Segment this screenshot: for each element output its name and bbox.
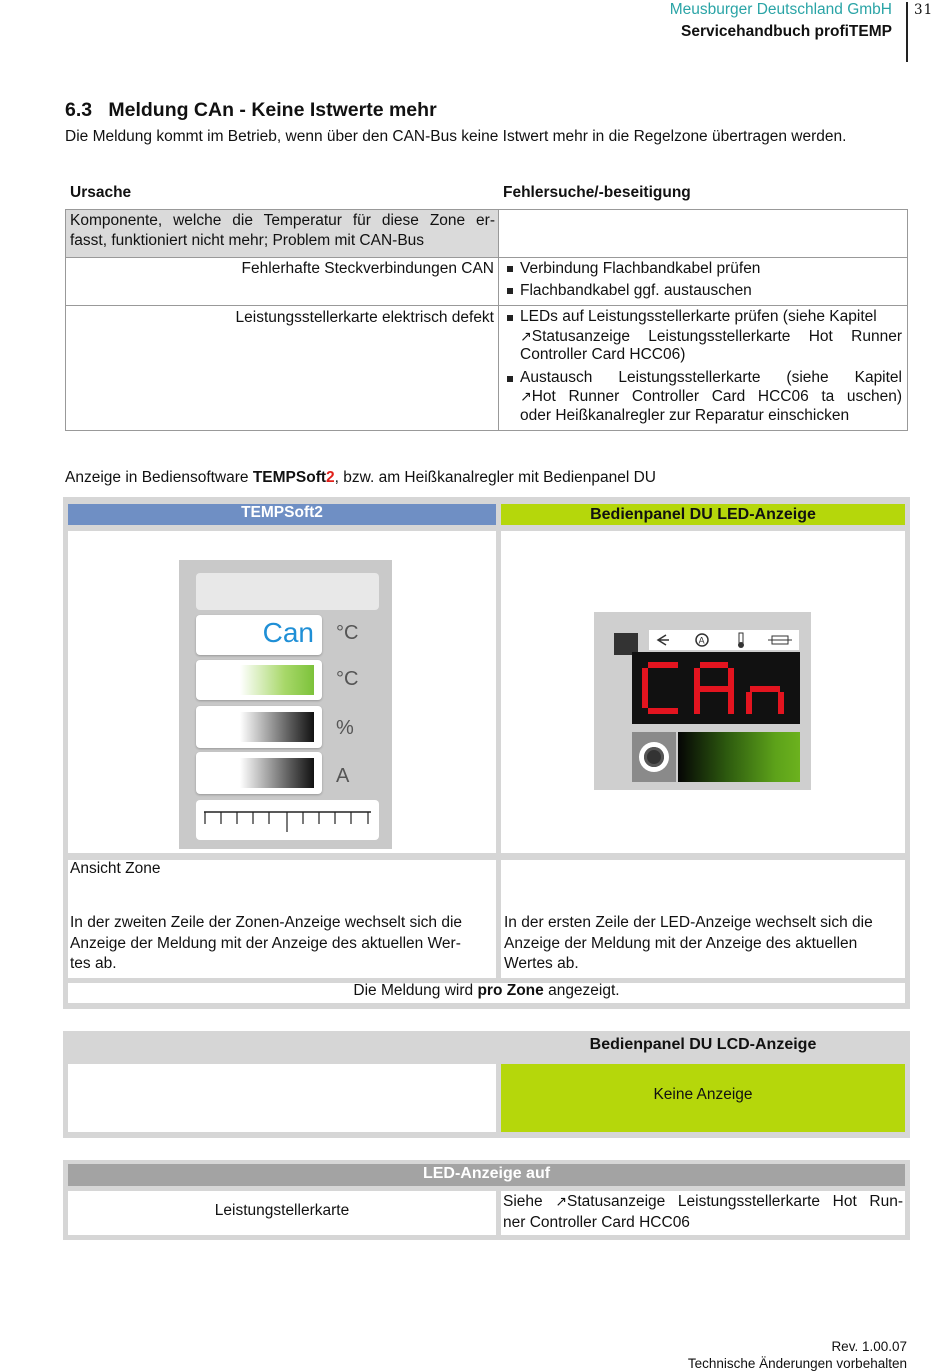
fix-item: Flachbandkabel ggf. austauschen (504, 281, 902, 301)
led-display (632, 652, 800, 724)
component-line-2: fasst, funktioniert nicht mehr; Problem mit CAN-Bus (70, 232, 425, 249)
percent-row (196, 706, 322, 748)
lcd-value: Keine Anzeige (501, 1064, 905, 1132)
unit-label: % (336, 717, 354, 739)
svg-text:A: A (698, 636, 705, 647)
company-name: Meusburger Deutschland GmbH (669, 1, 892, 18)
cause-cell: Leistungsstellerkarte elektrisch defekt (235, 309, 494, 326)
table-divider (498, 210, 499, 430)
fix-text: LEDs auf Leistungsstellerkarte prüfen (siehe Kapitel (520, 308, 877, 325)
led-header: Bedienpanel DU LED-Anzeige (501, 504, 905, 525)
fix-link[interactable]: ↗Hot Runner Controller Card HCC06 ta uschen) (520, 388, 902, 405)
value-row (196, 615, 322, 655)
unit-label: °C (336, 668, 359, 690)
left-desc-cell (68, 860, 496, 978)
led-info-link[interactable]: Siehe ↗Statusanzeige Leistungsstellerkarte Hot Run- ner Controller Card HCC06 (503, 1193, 904, 1231)
link-arrow-icon: ↗ (555, 1193, 568, 1209)
led-bar (678, 732, 800, 782)
button-ring (639, 742, 669, 772)
led-info-right (501, 1191, 905, 1235)
page-number: 31 (914, 2, 934, 18)
power-button[interactable] (632, 732, 676, 782)
tempsoft-header: TEMPSoft2 (68, 504, 496, 525)
led-info-box (63, 1160, 910, 1240)
right-desc-cell (501, 860, 905, 978)
unit-label: °C (336, 622, 359, 644)
component-cell (66, 210, 498, 257)
manual-title: Servicehandbuch profiTEMP (680, 23, 892, 40)
link-arrow-icon: ↗ (520, 327, 532, 344)
lcd-box (63, 1031, 910, 1138)
green-bar (240, 665, 314, 695)
row-line (66, 257, 907, 258)
component-line-1: Komponente, welche die Temperatur für diese Zone er- (70, 212, 495, 229)
lcd-empty-cell (68, 1064, 496, 1132)
fix-link[interactable]: ↗Statusanzeige Leistungsstellerkarte Hot Runner (520, 327, 902, 345)
fix-item: Verbindung Flachbandkabel prüfen (504, 259, 902, 279)
fix-item (504, 369, 902, 426)
panel-icons (649, 630, 799, 650)
button-dot (644, 747, 664, 767)
zone-title-bar (196, 573, 379, 610)
tempsoft-zone-panel (179, 560, 392, 849)
led-info-label: Leistungstellerkarte (214, 1202, 350, 1219)
footer-note: Technische Änderungen vorbehalten (687, 1356, 907, 1371)
header-divider (906, 2, 908, 62)
fix-cell (504, 259, 902, 301)
cause-cell: Fehlerhafte Steckverbindungen CAN (241, 260, 494, 277)
scale-bar (196, 800, 379, 840)
fix-cell (504, 308, 902, 425)
setpoint-row (196, 660, 322, 700)
ampere-row (196, 752, 322, 794)
led-info-header: LED-Anzeige auf (68, 1164, 905, 1186)
fix-text: Controller Card HCC06) (520, 346, 686, 363)
led-cell (501, 531, 905, 853)
section-title: 6.3 Meldung CAn - Keine Istwerte mehr (65, 99, 437, 121)
zone-label: Ansicht Zone (70, 860, 161, 877)
revision: Rev. 1.00.07 (831, 1339, 907, 1354)
cause-table (65, 209, 908, 431)
section-intro: Die Meldung kommt im Betrieb, wenn über den CAN-Bus keine Istwert mehr in die Regelzone übertragen werden. (65, 128, 847, 145)
led-info-left (68, 1191, 496, 1235)
scale-ruler (196, 800, 379, 840)
tempsoft-cell (68, 531, 496, 853)
link-arrow-icon: ↗ (520, 388, 532, 404)
led-icon-bar (649, 630, 799, 650)
led-panel (594, 612, 811, 790)
fix-text: Austausch Leistungsstellerkarte (siehe Kapitel (520, 368, 902, 386)
display-box (63, 497, 910, 1009)
unit-label: A (336, 765, 350, 787)
left-description: In der zweiten Zeile der Zonen-Anzeige wechselt sich die Anzeige der Meldung mit der Anzeige des aktuellen Wer- tes ab. (70, 914, 463, 972)
row-line (66, 305, 907, 306)
col-header-cause: Ursache (70, 184, 132, 201)
right-description: In der ersten Zeile der LED-Anzeige wechselt sich die Anzeige der Meldung mit der Anzeige des aktuellen Wertes ab. (504, 914, 873, 972)
per-zone-note: Die Meldung wird pro Zone angezeigt. (68, 983, 905, 1003)
fix-item (504, 308, 902, 365)
can-value: Can (262, 617, 314, 648)
lcd-header: Bedienpanel DU LCD-Anzeige (589, 1036, 817, 1053)
led-segments (632, 652, 800, 724)
dark-bar (240, 758, 314, 788)
display-intro: Anzeige in Bediensoftware TEMPSoft2, bzw. am Heißkanalregler mit Bedienpanel DU (65, 469, 656, 486)
col-header-fix: Fehlersuche/-beseitigung (503, 184, 691, 201)
fix-text: oder Heißkanalregler zur Reparatur einschicken (520, 406, 850, 424)
dark-bar (240, 712, 314, 742)
